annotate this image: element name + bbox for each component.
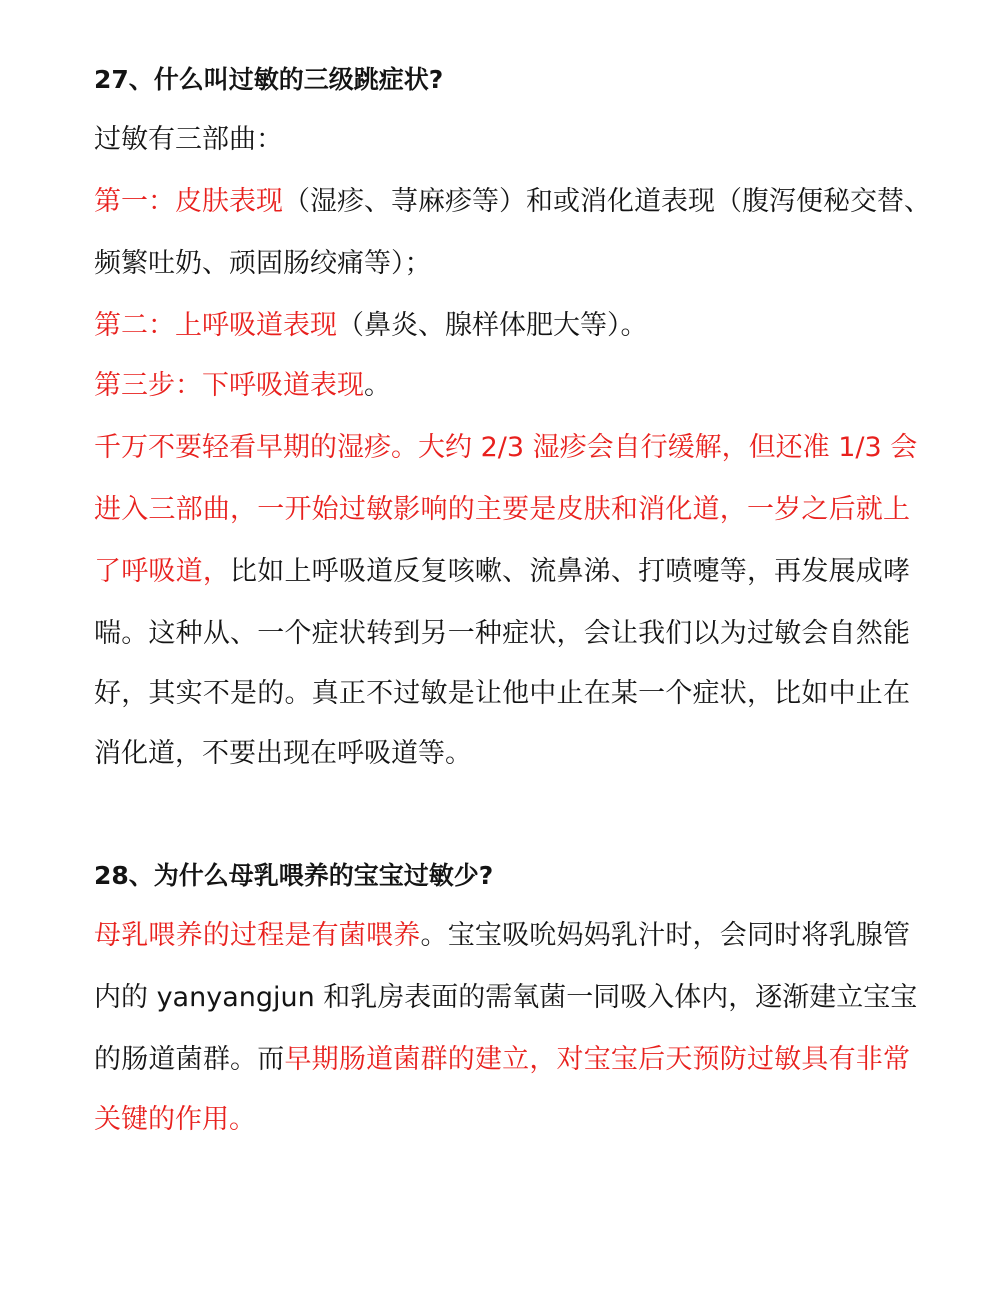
paragraph-27-line-5: 好，其实不是的。真正不过敏是让他中止在某一个症状，比如中止在 xyxy=(94,678,910,709)
paragraph-27-line-4: 喘。这种从、一个症状转到另一种症状，会让我们以为过敏会自然能 xyxy=(94,618,910,649)
step-2-label: 第二：上呼吸道表现 xyxy=(94,310,337,341)
paragraph-28-line-4: 关键的作用。 xyxy=(94,1104,256,1135)
paragraph-28-line-3-red: 早期肠道菌群的建立，对宝宝后天预防过敏具有非常 xyxy=(284,1044,911,1075)
paragraph-28-line-1-red: 母乳喂养的过程是有菌喂养 xyxy=(94,920,421,951)
step-2-line xyxy=(94,306,910,346)
paragraph-27-line-3-black: 比如上呼吸道反复咳嗽、流鼻涕、打喷嚏等，再发展成哮 xyxy=(230,556,911,587)
step-2-text: （鼻炎、腺样体肥大等）。 xyxy=(337,310,648,341)
paragraph-28-line-2: 内的 yanyangjun 和乳房表面的需氧菌一同吸入体内，逐渐建立宝宝 xyxy=(94,982,918,1013)
paragraph-28-line-3-black: 的肠道菌群。而 xyxy=(94,1044,285,1075)
step-3-label: 第三步：下呼吸道表现 xyxy=(94,370,364,401)
step-1-label: 第一：皮肤表现 xyxy=(94,186,283,217)
question-27-title: 27、什么叫过敏的三级跳症状? xyxy=(94,65,444,94)
step-1-line-2: 频繁吐奶、顽固肠绞痛等）； xyxy=(94,248,432,279)
paragraph-27-line-6: 消化道，不要出现在呼吸道等。 xyxy=(94,738,472,769)
step-3-line xyxy=(94,366,910,406)
step-1-line-1 xyxy=(94,182,931,222)
paragraph-28-line-1-black: 。宝宝吸吮妈妈乳汁时，会同时将乳腺管 xyxy=(420,920,911,951)
step-3-text: 。 xyxy=(364,370,391,401)
question-28-title: 28、为什么母乳喂养的宝宝过敏少? xyxy=(94,861,494,890)
step-1-text-1: （湿疹、荨麻疹等）和或消化道表现（腹泻便秘交替、 xyxy=(283,186,931,217)
paragraph-27-line-3-red: 了呼吸道， xyxy=(94,556,231,587)
paragraph-27-line-1: 千万不要轻看早期的湿疹。大约 2/3 湿疹会自行缓解，但还准 1/3 会 xyxy=(94,432,918,463)
paragraph-28-line-3 xyxy=(94,1040,910,1080)
question-27-intro: 过敏有三部曲： xyxy=(94,124,283,155)
paragraph-27-line-3 xyxy=(94,552,910,592)
paragraph-28-line-1 xyxy=(94,916,910,956)
paragraph-27-line-2: 进入三部曲，一开始过敏影响的主要是皮肤和消化道，一岁之后就上 xyxy=(94,494,910,525)
